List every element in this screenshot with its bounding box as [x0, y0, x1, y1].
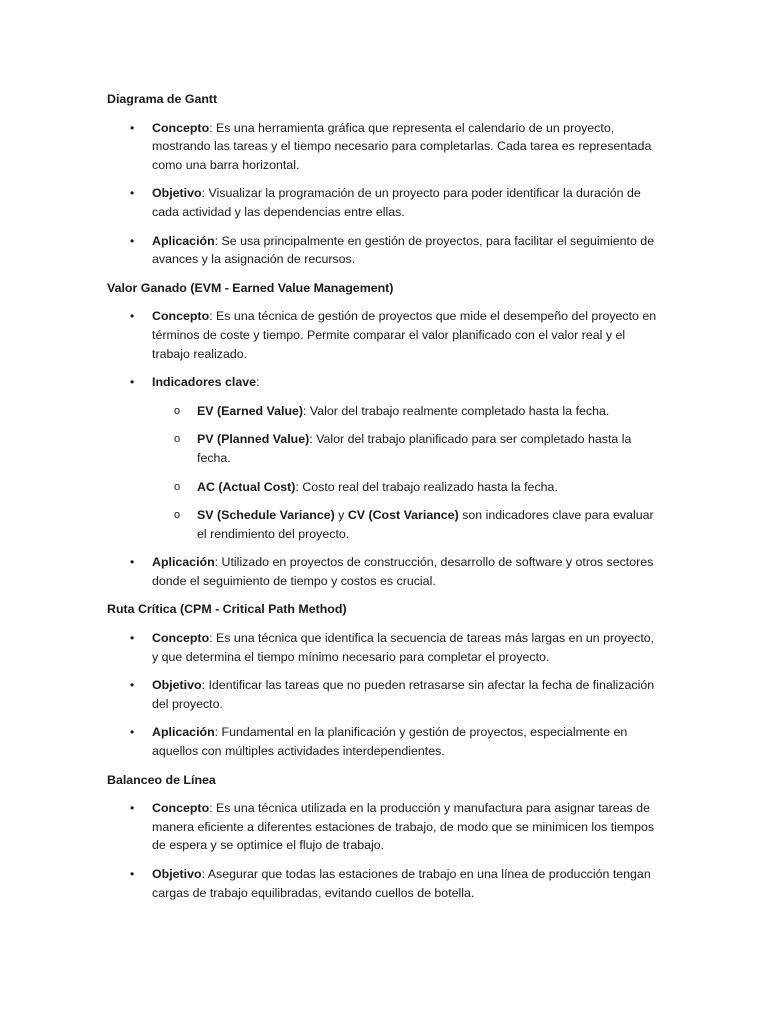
circle-bullet-icon: o: [174, 404, 181, 417]
sub-list-item: [174, 506, 663, 543]
item-text-mid: y: [334, 508, 348, 523]
bullet-icon: •: [130, 678, 135, 693]
sub-list-item: [174, 402, 663, 421]
bullet-list: [107, 629, 663, 761]
section-line-balancing: [107, 771, 663, 903]
item-term: PV (Planned Value): [197, 432, 310, 447]
list-item: [130, 799, 663, 855]
bullet-icon: •: [130, 801, 135, 816]
item-term: AC (Actual Cost): [197, 479, 296, 494]
item-text: : Valor del trabajo realmente completado hasta la fecha.: [303, 403, 610, 418]
item-term-2: CV (Cost Variance): [347, 508, 459, 523]
item-term: Objetivo: [152, 867, 202, 881]
item-term: Aplicación: [152, 555, 215, 570]
list-item: [130, 676, 663, 713]
list-item: [130, 723, 663, 760]
document-page: [107, 90, 663, 912]
item-term: Concepto: [152, 801, 210, 816]
item-text: : Utilizado en proyectos de construcción, desarrollo de software y otros sectores donde el seguimiento de tiempo y costos es crucial.: [152, 555, 654, 588]
item-term: Concepto: [152, 120, 210, 135]
item-text: : Se usa principalmente en gestión de proyectos, para facilitar el seguimiento de avances y la asignación de recursos.: [152, 233, 655, 267]
item-text: : Asegurar que todas las estaciones de trabajo en una línea de producción tengan cargas de trabajo equilibradas, evitando cuellos de botella.: [152, 867, 651, 900]
section-heading: Diagrama de Gantt: [107, 92, 218, 106]
bullet-icon: •: [130, 233, 135, 248]
bullet-icon: •: [130, 120, 135, 135]
item-term: SV (Schedule Variance): [197, 508, 335, 523]
list-item: [130, 184, 663, 221]
sub-list-item: [174, 430, 663, 467]
list-item: [130, 553, 663, 590]
section-gantt: [107, 90, 663, 269]
list-item: [130, 865, 663, 902]
sub-list: [152, 402, 663, 544]
item-text: : Fundamental en la planificación y gestión de proyectos, especialmente en aquellos con múltiples actividades interdependientes.: [152, 725, 628, 759]
section-heading: Ruta Crítica (CPM - Critical Path Method): [107, 602, 347, 617]
circle-bullet-icon: o: [174, 480, 181, 493]
section-cpm: [107, 600, 663, 760]
item-text: : Identificar las tareas que no pueden retrasarse sin afectar la fecha de finalización del proyecto.: [152, 678, 655, 711]
bullet-icon: •: [130, 186, 135, 201]
item-text: : Es una técnica utilizada en la producción y manufactura para asignar tareas de manera eficiente a diferentes estaciones de trabajo, de modo que se minimicen los tiempos de espera y se optimice el flujo de trabajo.: [152, 801, 655, 853]
item-term: EV (Earned Value): [197, 403, 304, 418]
bullet-list: [107, 119, 663, 269]
bullet-icon: •: [130, 309, 135, 324]
bullet-icon: •: [130, 725, 135, 740]
bullet-list: [107, 799, 663, 902]
list-item: [130, 373, 663, 543]
sub-list-item: [174, 478, 663, 497]
item-text: : Visualizar la programación de un proyecto para poder identificar la duración de cada actividad y las dependencias entre ellas.: [152, 186, 641, 219]
list-item: [130, 232, 663, 269]
item-term: Aplicación: [152, 725, 215, 740]
item-term: Concepto: [152, 631, 210, 646]
bullet-icon: •: [130, 631, 135, 646]
item-text: : Es una herramienta gráfica que representa el calendario de un proyecto, mostrando las tareas y el tiempo necesario para completarlas. Cada tarea es representada como una barra horizontal.: [152, 120, 652, 172]
item-term: Indicadores clave: [152, 375, 256, 390]
item-text: : Costo real del trabajo realizado hasta la fecha.: [295, 479, 558, 494]
section-evm: [107, 279, 663, 591]
item-term: Objetivo: [152, 678, 202, 693]
circle-bullet-icon: o: [174, 509, 181, 522]
bullet-icon: •: [130, 867, 135, 881]
section-heading: Balanceo de Línea: [107, 772, 216, 787]
bullet-icon: •: [130, 375, 135, 390]
list-item: [130, 629, 663, 666]
item-term: Concepto: [152, 309, 210, 324]
item-text: son indicadores clave para evaluar el rendimiento del proyecto.: [197, 508, 654, 541]
item-text: :: [256, 375, 260, 390]
section-heading: Valor Ganado (EVM - Earned Value Management): [107, 280, 394, 295]
bullet-list: [107, 307, 663, 590]
list-item: [130, 307, 663, 363]
bullet-icon: •: [130, 555, 135, 570]
item-text: : Es una técnica de gestión de proyectos que mide el desempeño del proyecto en términos de coste y tiempo. Permite comparar el valor planificado con el valor real y el trabajo realizado.: [152, 309, 657, 361]
item-term: Aplicación: [152, 233, 215, 248]
list-item: [130, 119, 663, 175]
item-term: Objetivo: [152, 186, 202, 201]
item-text: : Valor del trabajo planificado para ser completado hasta la fecha.: [197, 432, 632, 465]
item-text: : Es una técnica que identifica la secuencia de tareas más largas en un proyecto, y que determina el tiempo mínimo necesario para completar el proyecto.: [152, 631, 655, 664]
circle-bullet-icon: o: [174, 433, 181, 446]
